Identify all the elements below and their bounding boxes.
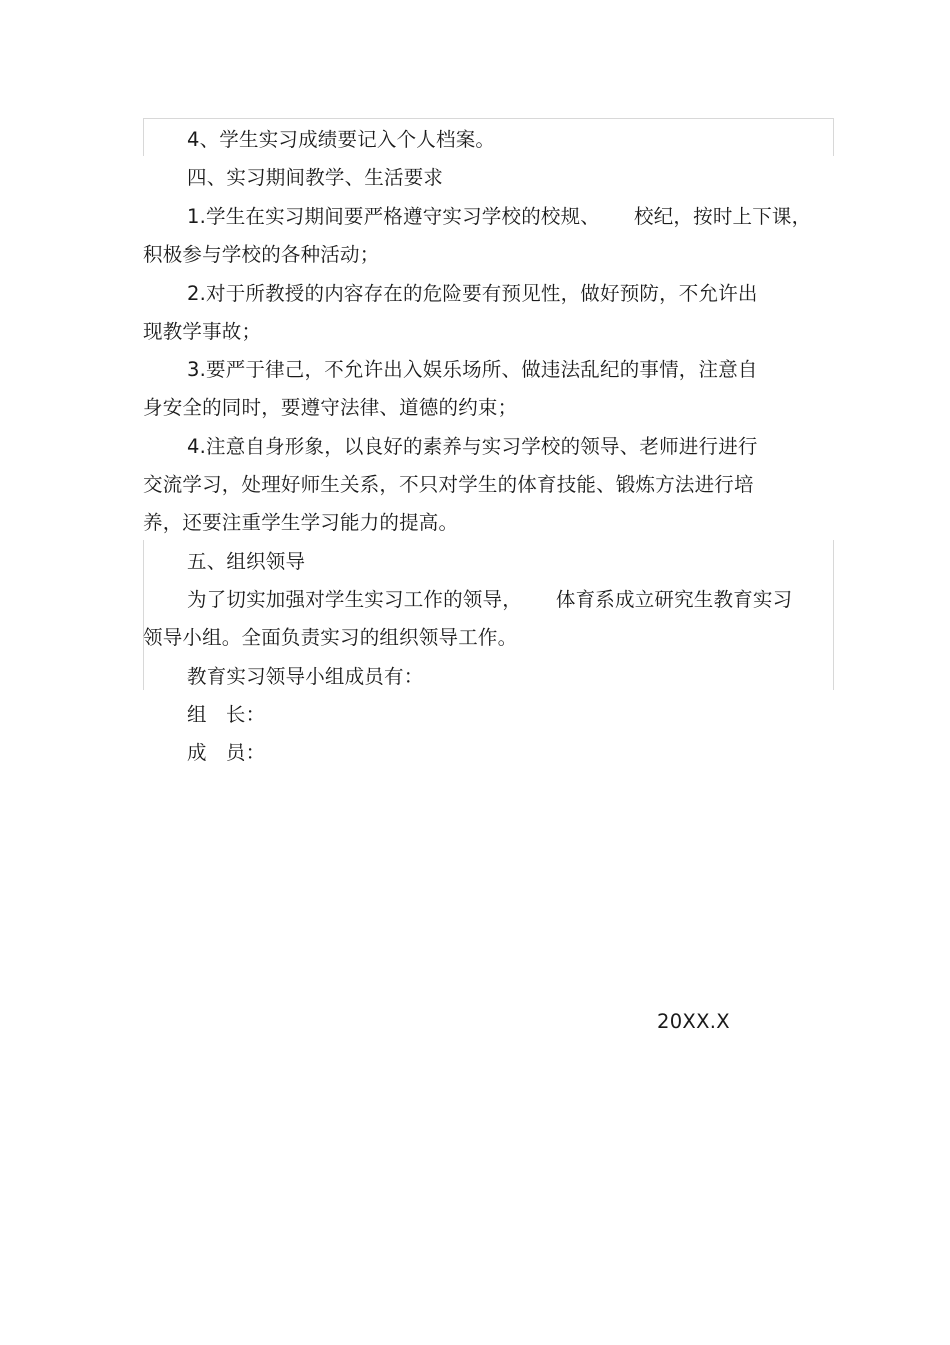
group-member-label: 成 员： <box>187 741 266 764</box>
paragraph-line <box>187 581 877 619</box>
paragraph-line: 现教学事故； <box>143 320 262 343</box>
paragraph-line: 交流学习，处理好师生关系，不只对学生的体育技能、锻炼方法进行培 <box>143 473 754 496</box>
paragraph-line: 4、学生实习成绩要记入个人档案。 <box>187 128 496 151</box>
section-heading: 五、组织领导 <box>187 550 306 573</box>
paragraph-line: 领导小组。全面负责实习的组织领导工作。 <box>143 626 518 649</box>
text-segment: 校纪，按时上下课， <box>634 205 812 228</box>
paragraph-line: 养，还要注重学生学习能力的提高。 <box>143 511 459 534</box>
paragraph-line <box>187 198 877 236</box>
text-segment: 为了切实加强对学生实习工作的领导， <box>187 588 522 611</box>
group-leader-label: 组 长： <box>187 703 266 726</box>
paragraph-line: 2.对于所教授的内容存在的危险要有预见性，做好预防，不允许出 <box>187 282 758 305</box>
frame-left-edge-mid <box>143 540 144 690</box>
paragraph-line: 身安全的同时，要遵守法律、道德的约束； <box>143 396 518 419</box>
text-segment: 体育系成立研究生教育实习 <box>555 588 793 611</box>
document-date: 20XX.X <box>657 1010 730 1033</box>
frame-left-edge-top <box>143 118 144 156</box>
paragraph-line: 4.注意自身形象，以良好的素养与实习学校的领导、老师进行进行 <box>187 435 758 458</box>
paragraph-line: 积极参与学校的各种活动； <box>143 243 380 266</box>
section-heading: 四、实习期间教学、生活要求 <box>187 166 444 189</box>
paragraph-line: 教育实习领导小组成员有： <box>187 665 424 688</box>
paragraph-line: 3.要严于律己，不允许出入娱乐场所、做违法乱纪的事情，注意自 <box>187 358 758 381</box>
text-segment: 1.学生在实习期间要严格遵守实习学校的校规、 <box>187 205 601 228</box>
frame-top-rule <box>143 118 833 119</box>
